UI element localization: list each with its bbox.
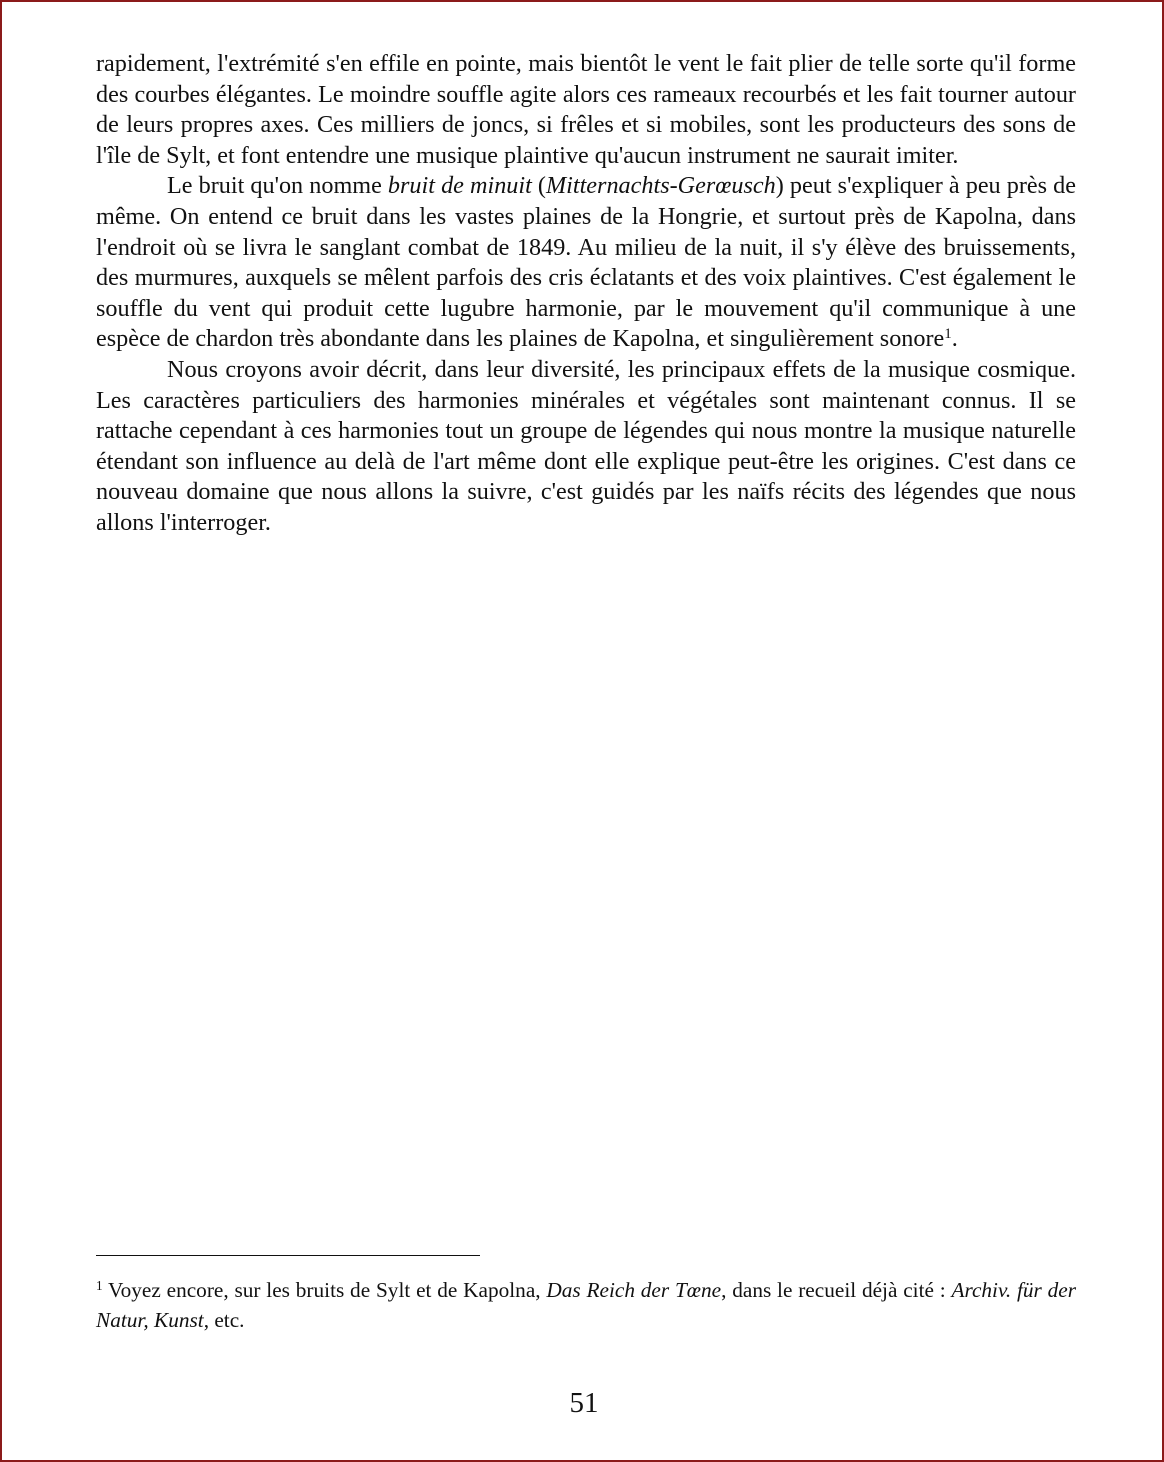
paragraph-2-italic-2: Mitternachts-Gerœusch (546, 172, 776, 200)
paragraph-1 (96, 49, 1076, 171)
footnote-italic-2: Archiv. für der Natur, Kunst (96, 1278, 1076, 1332)
paragraph-2 (96, 171, 1076, 355)
paragraph-1-text: rapidement, l'extrémité s'en effile en pointe, mais bientôt le vent le fait plier de telle sorte qu'il forme des courbes élégantes. Le moindre souffle agite alors ces rameaux recourbés et les fait tourner autour de leurs propres axes. Ces milliers de joncs, si frêles et si mobiles, sont les producteurs des sons de l'île de Sylt, et font entendre une musique plaintive qu'aucun instrument ne saurait imiter. (96, 50, 1076, 169)
footnote-text-3: , etc. (203, 1307, 245, 1332)
footnote (96, 1276, 1076, 1335)
paragraph-2-text-3: ) peut s'expliquer à peu près de même. On entend ce bruit dans les vastes plaines de la Hongrie, et surtout près de Kapolna, dans l'endroit où se livra le sanglant combat de 1849. Au milieu de la nuit, il s'y élève des bruissements, des murmures, auxquels se mêlent parfois des cris éclatants et des voix plaintives. C'est également le souffle du vent qui produit cette lugubre harmonie, par le mouvement qu'il communique à une espèce de chardon très abondante dans les plaines de Kapolna, et singulièrement sonore (96, 172, 1076, 353)
footnote-marker: 1 (96, 1277, 103, 1293)
footnote-text-2: , dans le recueil déjà cité : (721, 1278, 952, 1302)
footnote-italic-1: Das Reich der Tœne (546, 1278, 722, 1302)
paragraph-3 (96, 355, 1076, 539)
paragraph-2-text-1: Le bruit qu'on nomme (167, 172, 388, 200)
footnote-reference: 1 (944, 326, 952, 343)
paragraph-2-italic-1: bruit de minuit (387, 172, 532, 200)
footnote-text-1: Voyez encore, sur les bruits de Sylt et de Kapolna, (102, 1278, 547, 1302)
footnote-divider (96, 1255, 480, 1256)
paragraph-2-text-2: ( (531, 172, 546, 200)
paragraph-2-text-4: . (951, 325, 958, 353)
body-text (96, 49, 1076, 539)
page-number: 51 (569, 1387, 599, 1419)
paragraph-3-text: Nous croyons avoir décrit, dans leur diversité, les principaux effets de la musique cosmique. Les caractères particuliers des harmonies minérales et végétales sont maintenant connus. Il se rattache cependant à ces harmonies tout un groupe de légendes qui nous montre la musique naturelle étendant son influence au delà de l'art même dont elle explique peut-être les origines. C'est dans ce nouveau domaine que nous allons la suivre, c'est guidés par les naïfs récits des légendes que nous allons l'interroger. (96, 355, 1076, 536)
